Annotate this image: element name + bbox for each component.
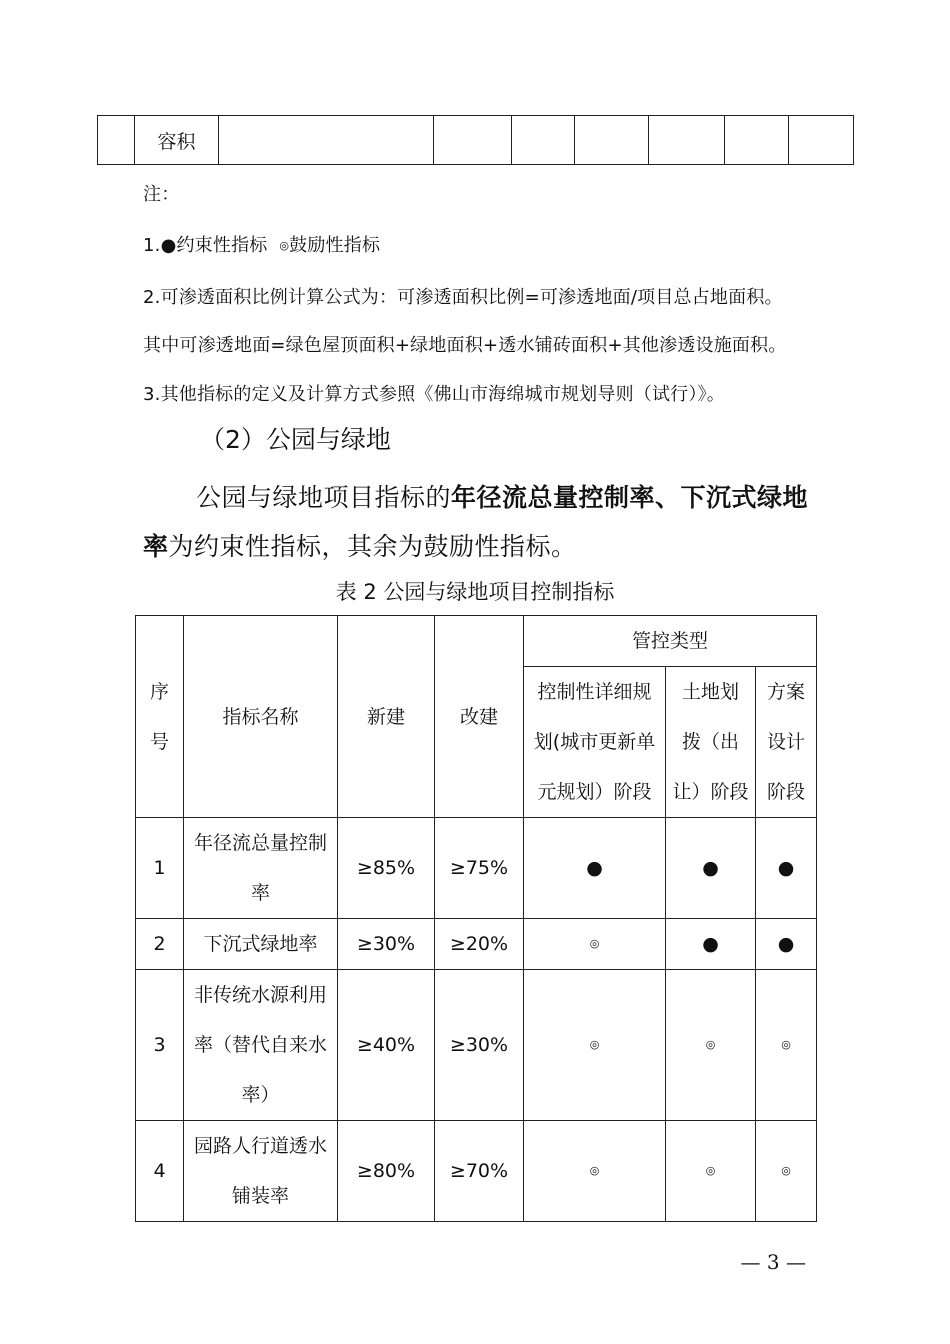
park-greenland-indicator-table: [135, 615, 817, 1222]
paragraph-prefix: 公园与绿地项目指标的: [196, 483, 452, 512]
row-name-line: 率）: [241, 1084, 280, 1106]
header-name: 指标名称: [184, 616, 338, 818]
encourage-indicator-icon: ◎: [524, 970, 666, 1121]
encourage-label: 鼓励性指标: [289, 235, 381, 256]
encourage-indicator-icon: ◎: [524, 1121, 666, 1222]
encourage-indicator-icon: ◎: [756, 970, 817, 1121]
table-cell: [575, 116, 649, 165]
row-name-line: 率: [250, 882, 270, 904]
row-name: [184, 970, 338, 1121]
table-caption: 表 2 公园与绿地项目控制指标: [335, 580, 615, 604]
row-name-line: 园路人行道透水: [193, 1135, 327, 1157]
header-text: 拨（出: [681, 731, 739, 753]
row-new: ≥85%: [338, 818, 435, 919]
notes-line-3: 其中可渗透地面=绿色屋顶面积+绿地面积+透水铺砖面积+其他渗透设施面积。: [143, 335, 787, 356]
header-text: 控制性详细规: [537, 681, 652, 703]
binding-indicator-icon: ●: [160, 235, 177, 256]
table-row: [136, 1121, 817, 1222]
paragraph-bold-2: 率: [143, 532, 169, 561]
row-new: ≥30%: [338, 919, 435, 970]
previous-table-fragment: [97, 115, 854, 165]
table-row: [98, 116, 854, 165]
header-stage-detailed-plan: [524, 667, 666, 818]
table-cell: [219, 116, 434, 165]
row-name-line: 铺装率: [231, 1185, 289, 1207]
row-name-line: 率（替代自来水: [193, 1034, 327, 1056]
notes-line-2: 2.可渗透面积比例计算公式为：可渗透面积比例=可渗透地面/项目总占地面积。: [143, 287, 783, 308]
header-text: 土地划: [681, 681, 739, 703]
row-renovate: ≥75%: [435, 818, 524, 919]
row-name-line: 下沉式绿地率: [203, 933, 318, 955]
header-stage-design: [756, 667, 817, 818]
notes-line-4: 3.其他指标的定义及计算方式参照《佛山市海绵城市规划导则（试行）》。: [143, 384, 725, 405]
row-new: ≥40%: [338, 970, 435, 1121]
row-name: [184, 1121, 338, 1222]
header-text: 号: [149, 730, 169, 753]
row-name: [184, 818, 338, 919]
legend-prefix: 1.: [143, 235, 161, 256]
encourage-indicator-icon: ◎: [756, 1121, 817, 1222]
table-row: [136, 818, 817, 919]
table-row: [136, 970, 817, 1121]
encourage-indicator-icon: ◎: [524, 919, 666, 970]
row-seq: 3: [136, 970, 184, 1121]
header-row-1: [136, 616, 817, 667]
page-number: — 3 —: [740, 1250, 806, 1274]
encourage-indicator-icon: ◎: [666, 1121, 756, 1222]
header-text: 方案: [766, 681, 805, 703]
binding-indicator-icon: ●: [666, 919, 756, 970]
header-stage-land-allocation: [666, 667, 756, 818]
paragraph-suffix: 为约束性指标，其余为鼓励性指标。: [168, 532, 577, 561]
paragraph-line-1: [196, 478, 808, 514]
row-renovate: ≥30%: [435, 970, 524, 1121]
row-name: [184, 919, 338, 970]
header-text: 让）阶段: [672, 781, 749, 803]
notes-legend-line: [143, 231, 380, 257]
table-cell: [98, 116, 135, 165]
header-control-type: 管控类型: [524, 616, 817, 667]
paragraph-line-2: [143, 527, 577, 563]
row-renovate: ≥70%: [435, 1121, 524, 1222]
header-text: 划(城市更新单: [533, 731, 656, 753]
binding-indicator-icon: ●: [756, 818, 817, 919]
table-cell: [649, 116, 725, 165]
header-text: 元规划）阶段: [537, 781, 652, 803]
paragraph-bold-1: 年径流总量控制率、下沉式绿地: [451, 483, 809, 512]
encourage-indicator-icon: ◎: [279, 238, 290, 252]
header-text: 阶段: [766, 781, 805, 803]
row-seq: 4: [136, 1121, 184, 1222]
table-cell: [512, 116, 575, 165]
notes-title: 注：: [143, 184, 180, 205]
header-new: 新建: [338, 616, 435, 818]
table-cell: [434, 116, 512, 165]
table-row: [136, 919, 817, 970]
table-cell: [789, 116, 854, 165]
binding-label: 约束性指标: [176, 235, 268, 256]
table-cell: [725, 116, 789, 165]
row-name-line: 年径流总量控制: [193, 832, 327, 854]
row-new: ≥80%: [338, 1121, 435, 1222]
row-name-line: 非传统水源利用: [193, 984, 327, 1006]
header-text: 序: [149, 680, 169, 703]
header-renovate: 改建: [435, 616, 524, 818]
section-heading: （2）公园与绿地: [200, 425, 391, 454]
header-text: 设计: [766, 731, 805, 753]
row-seq: 1: [136, 818, 184, 919]
row-renovate: ≥20%: [435, 919, 524, 970]
row-seq: 2: [136, 919, 184, 970]
encourage-indicator-icon: ◎: [666, 970, 756, 1121]
row-label: 容积: [135, 116, 219, 165]
binding-indicator-icon: ●: [524, 818, 666, 919]
binding-indicator-icon: ●: [666, 818, 756, 919]
header-seq: [136, 616, 184, 818]
binding-indicator-icon: ●: [756, 919, 817, 970]
